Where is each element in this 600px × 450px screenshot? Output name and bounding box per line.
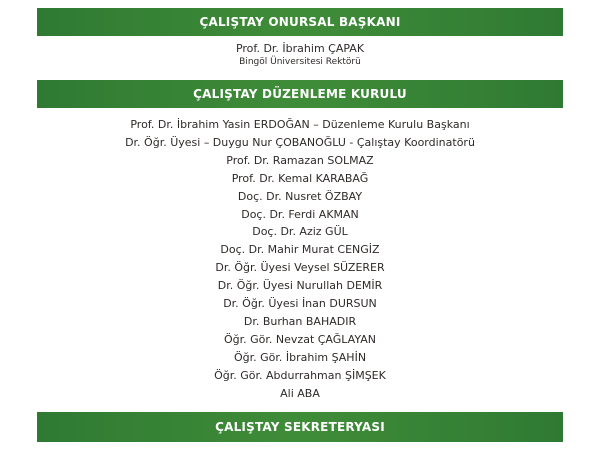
honorary-chair-title: ÇALIŞTAY ONURSAL BAŞKANI [199, 15, 401, 29]
committee-member: Öğr. Gör. Abdurrahman ŞİMŞEK [214, 368, 386, 382]
committee-member: Doç. Dr. Nusret ÖZBAY [237, 189, 363, 203]
honorary-chair-header [37, 8, 563, 36]
committee-member: Dr. Öğr. Üyesi İnan DURSUN [223, 297, 377, 311]
committee-member-list [0, 116, 600, 403]
organizing-committee-title: ÇALIŞTAY DÜZENLEME KURULU [193, 87, 407, 101]
secretariat-title: ÇALIŞTAY SEKRETERYASI [215, 420, 385, 434]
honorary-chair-name: Prof. Dr. İbrahim ÇAPAK [235, 42, 365, 55]
committee-member: Öğr. Gör. İbrahim ŞAHİN [233, 350, 367, 364]
committee-member: Doç. Dr. Aziz GÜL [252, 225, 348, 239]
committee-member: Prof. Dr. Ramazan SOLMAZ [226, 153, 374, 167]
committee-member: Prof. Dr. Kemal KARABAĞ [231, 171, 369, 185]
committee-member: Doç. Dr. Mahir Murat CENGİZ [220, 243, 380, 257]
committee-member: Dr. Öğr. Üyesi – Duygu Nur ÇOBANOĞLU - Çalıştay Koordinatörü [125, 135, 475, 149]
committee-member: Öğr. Gör. Nevzat ÇAĞLAYAN [224, 332, 376, 346]
committee-member: Dr. Burhan BAHADIR [243, 314, 357, 328]
committee-member: Doç. Dr. Ferdi AKMAN [241, 207, 359, 221]
committee-member: Prof. Dr. İbrahim Yasin ERDOĞAN – Düzenleme Kurulu Başkanı [130, 118, 470, 131]
secretariat-header [37, 412, 563, 442]
honorary-chair-affiliation: Bingöl Üniversitesi Rektörü [239, 57, 361, 67]
organizing-committee-header [37, 80, 563, 108]
committee-member: Ali ABA [280, 386, 320, 400]
committee-member: Dr. Öğr. Üyesi Veysel SÜZERER [215, 261, 385, 275]
committee-member: Dr. Öğr. Üyesi Nurullah DEMİR [217, 279, 383, 293]
honorary-chair-block [0, 42, 600, 68]
